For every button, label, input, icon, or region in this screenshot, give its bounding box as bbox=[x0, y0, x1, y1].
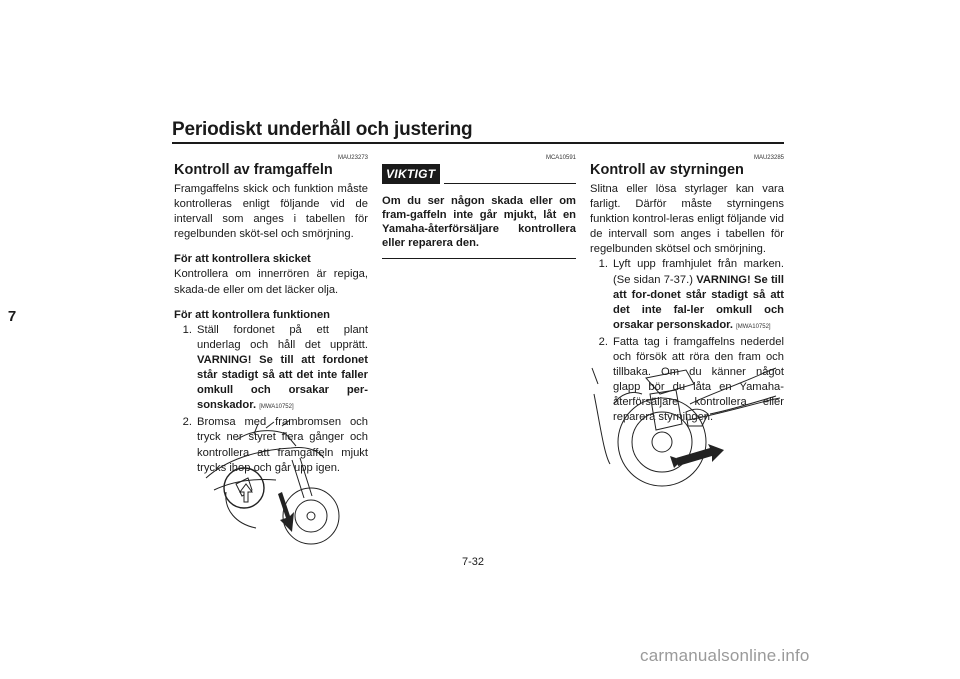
notice-code: MCA10591 bbox=[545, 155, 576, 161]
section-heading: Kontroll av framgaffeln bbox=[174, 162, 333, 178]
notice-rule bbox=[444, 183, 576, 184]
list-text: Bromsa med frambromsen och tryck ner styret flera gånger och kontrollera att framgaffeln mjukt trycks ihop och går upp igen. bbox=[197, 416, 368, 474]
list-number: 1. bbox=[182, 323, 192, 336]
subheading-condition: För att kontrollera skicket bbox=[174, 253, 311, 266]
column-notice bbox=[382, 154, 576, 259]
notice-header bbox=[382, 164, 576, 186]
list-number: 2. bbox=[182, 416, 192, 429]
warning-text: VARNING! Se till att fordonet står stadigt så att det inte faller omkull och orsakar per-sonskador. bbox=[197, 353, 368, 412]
section-code: MAU23285 bbox=[753, 155, 784, 161]
section-code: MAU23273 bbox=[337, 155, 368, 161]
subheading-function: För att kontrollera funktionen bbox=[174, 308, 331, 321]
intro-paragraph: Framgaffelns skick och funktion måste kontrolleras enligt följande vid de intervall som anges i tabellen för regelbunden sköt-sel och smörjning. bbox=[174, 183, 368, 241]
condition-paragraph: Kontrollera om innerrören är repiga, skada-de eller om det läcker olja. bbox=[174, 268, 368, 296]
list-item bbox=[590, 257, 784, 334]
warning-code: [MWA10752] bbox=[736, 323, 771, 330]
warning-code: [MWA10752] bbox=[259, 404, 294, 411]
notice-bottom-rule bbox=[382, 258, 576, 259]
watermark: carmanualsonline.info bbox=[640, 646, 810, 665]
section-heading: Kontroll av styrningen bbox=[590, 162, 744, 178]
notice-label: VIKTIGT bbox=[382, 164, 440, 184]
list-number: 2. bbox=[598, 335, 608, 348]
page-title: Periodiskt underhåll och justering bbox=[172, 119, 473, 140]
list-text: Lyft upp framhjulet från marken. (Se sidan 7-37.) bbox=[613, 258, 784, 286]
fork-illustration bbox=[196, 420, 348, 548]
list-number: 1. bbox=[598, 258, 608, 271]
intro-paragraph: Slitna eller lösa styrlager kan vara farligt. Därför måste styrningens funktion kontrol-leras enligt följande vid de intervall som anges i tabellen för regelbunden skötsel och smörjning. bbox=[590, 183, 784, 256]
warning-text: VARNING! Se till att for-donet står stadigt så att det inte fal-ler omkull och orsakar personskador. bbox=[613, 273, 784, 331]
list-text: Ställ fordonet på ett plant underlag och håll det upprätt. bbox=[197, 323, 368, 351]
list-item bbox=[174, 323, 368, 416]
page-number: 7-32 bbox=[462, 556, 485, 568]
notice-text: Om du ser någon skada eller om fram-gaffeln inte går mjukt, låt en Yamaha-återförsäljare kontrollera eller reparera den. bbox=[382, 195, 576, 249]
steering-illustration bbox=[590, 364, 786, 500]
title-rule bbox=[172, 142, 784, 144]
list-text: Fatta tag i framgaffelns nederdel och försök att röra den fram och tillbaka. Om du känner något glapp bör du låta en Yamaha-återförsäljare kontrollera eller reparera styrningen. bbox=[613, 335, 784, 424]
chapter-tab: 7 bbox=[0, 306, 24, 328]
